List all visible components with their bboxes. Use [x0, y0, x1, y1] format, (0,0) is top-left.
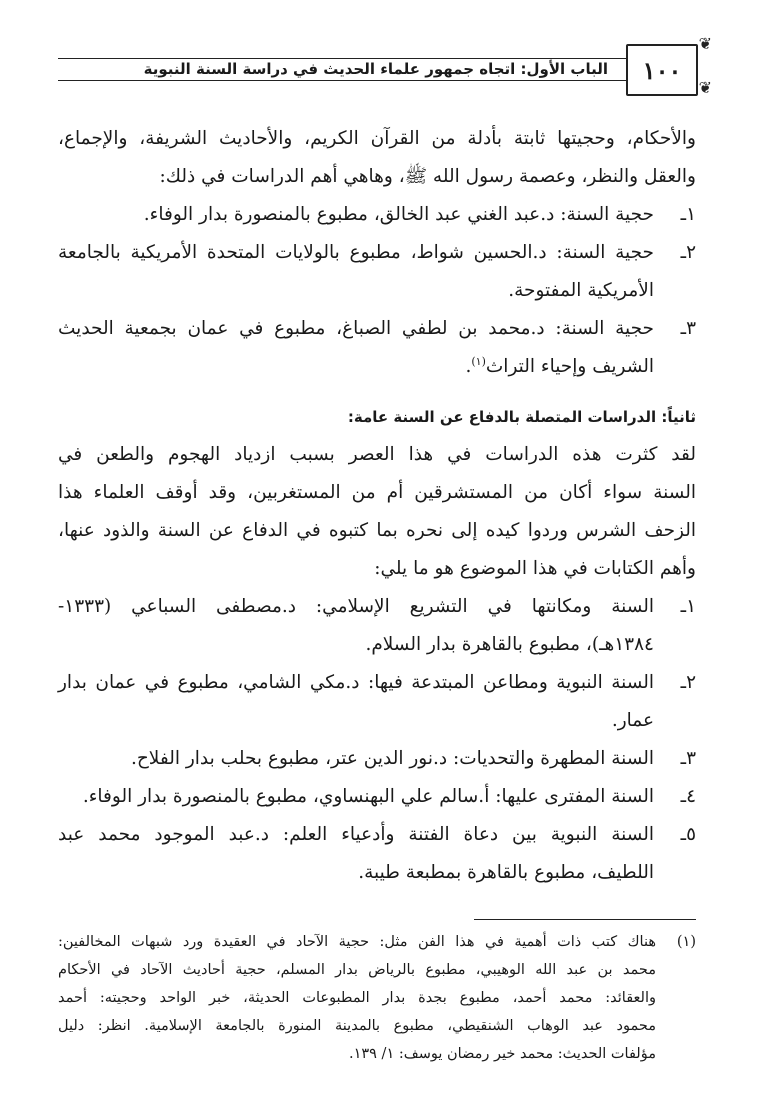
text-line: الزحف الشرس وردوا كيده إلى نحره بما كتبوه في الدفاع عن السنة والذود عنها، — [58, 520, 696, 541]
list-item — [58, 816, 696, 892]
text-line: عمار. — [611, 710, 654, 731]
footnote-line: هناك كتب ذات أهمية في هذا الفن مثل: حجية الآحاد في العقيدة ورد شبهات المخالفين: — [58, 934, 656, 950]
text-fragment: الشريف وإحياء التراث — [485, 356, 654, 377]
list-item — [58, 588, 696, 664]
text-line: السنة المطهرة والتحديات: د.نور الدين عتر، مطبوع بحلب بدار الفلاح. — [130, 748, 654, 769]
footnote — [58, 928, 696, 1068]
text-line: اللطيف، مطبوع بالقاهرة بمطبعة طيبة. — [358, 862, 654, 883]
text-line: السنة النبوية ومطاعن المبتدعة فيها: د.مكي الشامي، مطبوع في عمان بدار — [58, 672, 654, 693]
text-line: ١٣٨٤هـ)، مطبوع بالقاهرة بدار السلام. — [365, 634, 654, 655]
item-number: ٤ـ — [680, 786, 696, 807]
intro-paragraph — [58, 120, 696, 196]
item-number: ٣ـ — [680, 748, 696, 769]
footnote-reference: (١) — [471, 354, 486, 368]
list-item — [58, 196, 696, 234]
footnote-marker: (١) — [676, 934, 696, 950]
item-number: ٢ـ — [680, 242, 696, 263]
text-line: السنة ومكانتها في التشريع الإسلامي: د.مصطفى السباعي (١٣٣٣- — [58, 596, 654, 617]
text-line: السنة المفترى عليها: أ.سالم علي البهنساوي، مطبوع بالمنصورة بدار الوفاء. — [82, 786, 654, 807]
text-line: الأمريكية المفتوحة. — [508, 280, 654, 301]
text-line: والأحكام، وحجيتها ثابتة بأدلة من القرآن الكريم، والأحاديث الشريفة، والإجماع، — [58, 128, 696, 149]
running-title: الباب الأول: اتجاه جمهور علماء الحديث في دراسة السنة النبوية — [143, 60, 608, 78]
text-line — [58, 348, 654, 386]
page-header — [58, 34, 712, 97]
footnote-line: محمود عبد الوهاب الشنقيطي، مطبوع بالمدينة المنورة بالجامعة الإسلامية. انظر: دليل — [58, 1018, 656, 1034]
text-line: والعقل والنظر، وعصمة رسول الله ﷺ، وهاهي أهم الدراسات في ذلك: — [159, 166, 696, 187]
item-number: ١ـ — [680, 204, 696, 225]
item-number: ٣ـ — [680, 318, 696, 339]
item-number: ١ـ — [680, 596, 696, 617]
list-sunnah-authority — [58, 196, 696, 386]
text-line: السنة النبوية بين دعاة الفتنة وأدعياء العلم: د.عبد الموجود محمد عبد — [58, 824, 654, 845]
list-item — [58, 664, 696, 740]
section-paragraph — [58, 436, 696, 588]
text-line: السنة سواء أكان من المستشرقين أم من المستغربين، وقد أوقف العلماء هذا — [58, 482, 696, 503]
list-item — [58, 778, 696, 816]
list-sunnah-defense — [58, 588, 696, 892]
main-text — [58, 120, 696, 892]
footnote-line: والعقائد: محمد أحمد، مطبوع بجدة بدار المطبوعات الحديثة، خبر الواحد وحجيته: أحمد — [58, 990, 656, 1006]
footnote-line: مؤلفات الحديث: محمد خير رمضان يوسف: ١/ ١٣٩. — [348, 1046, 656, 1062]
text-fragment: . — [465, 356, 472, 377]
text-line: حجية السنة: د.محمد بن لطفي الصباغ، مطبوع في عمان بجمعية الحديث — [58, 318, 654, 339]
header-rule — [58, 80, 628, 81]
text-line: حجية السنة: د.عبد الغني عبد الخالق، مطبوع بالمنصورة بدار الوفاء. — [143, 204, 654, 225]
ornament-icon: ❦ — [698, 78, 712, 97]
ornament-icon: ❦ — [698, 34, 712, 53]
footnote-line: محمد بن عبد الله الوهيبي، مطبوع بالرياض بدار المسلم، حجية أحاديث الآحاد في الأحكام — [58, 962, 656, 978]
list-item — [58, 740, 696, 778]
text-line: حجية السنة: د.الحسين شواط، مطبوع بالولايات المتحدة الأمريكية بالجامعة — [58, 242, 654, 263]
footnote-divider — [474, 919, 696, 920]
page-number: ١٠٠ — [626, 44, 698, 96]
item-number: ٥ـ — [680, 824, 696, 845]
list-item — [58, 310, 696, 386]
text-line: لقد كثرت هذه الدراسات في هذا العصر بسبب ازدياد الهجوم والطعن في — [58, 444, 696, 465]
item-number: ٢ـ — [680, 672, 696, 693]
text-line: وأهم الكتابات في هذا الموضوع هو ما يلي: — [374, 558, 696, 579]
footnote-item — [58, 928, 696, 1068]
section-heading: ثانياً: الدراسات المتصلة بالدفاع عن السنة عامة: — [347, 408, 696, 426]
list-item — [58, 234, 696, 310]
header-rule — [58, 58, 628, 59]
